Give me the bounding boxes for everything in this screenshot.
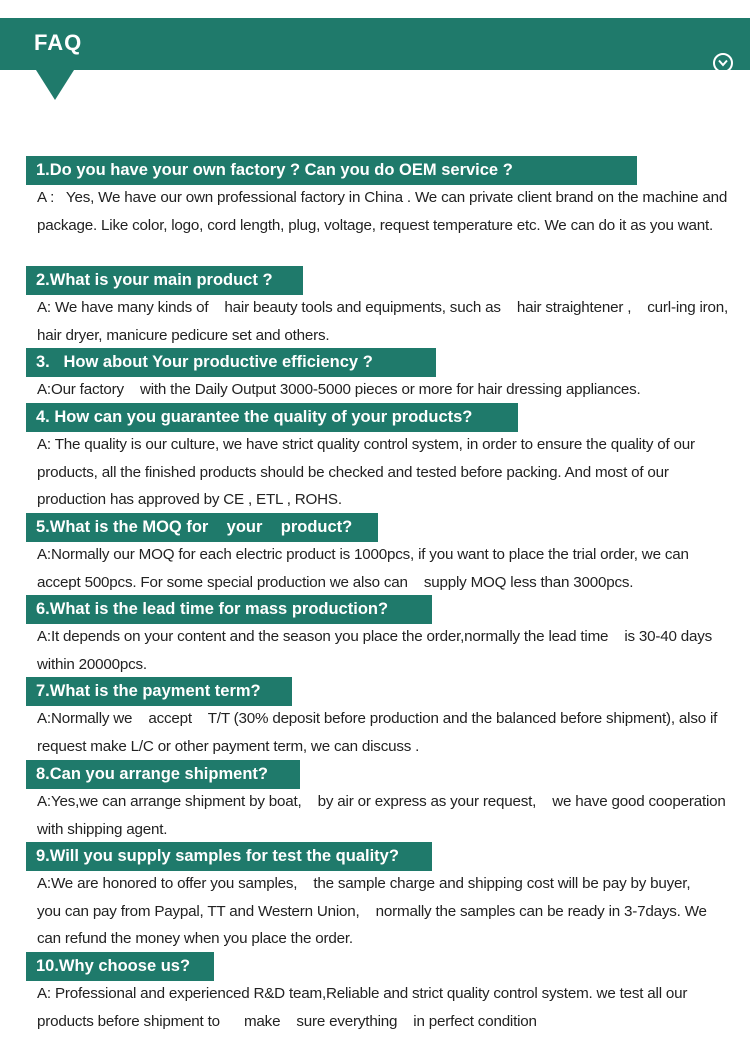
faq-answer-3: A:Our factory with the Daily Output 3000-5000 pieces or more for hair dressing appliances. bbox=[37, 381, 641, 398]
faq-answer-10: A: Professional and experienced R&D team,Reliable and strict quality control system. we test all our products before shipment to make sure everything in perfect condition bbox=[37, 985, 692, 1030]
chevron-down-glyph bbox=[718, 59, 728, 67]
faq-answer-2: A: We have many kinds of hair beauty tools and equipments, such as hair straightener , curl-ing iron, hair dryer, manicure pedicure set and others. bbox=[37, 299, 745, 344]
faq-answer-7: A:Normally we accept T/T (30% deposit before production and the balanced before shipment), also if request make L/C or other payment term, we can discuss . bbox=[37, 710, 722, 755]
faq-question-4: 4. How can you guarantee the quality of your products? bbox=[26, 403, 518, 432]
faq-question-2: 2.What is your main product ? bbox=[26, 266, 303, 295]
faq-banner bbox=[0, 18, 750, 70]
faq-question-6: 6.What is the lead time for mass production? bbox=[26, 595, 432, 624]
faq-answer-8: A:Yes,we can arrange shipment by boat, by air or express as your request, we have good cooperation with shipping agent. bbox=[37, 793, 730, 838]
faq-answer-5: A:Normally our MOQ for each electric product is 1000pcs, if you want to place the trial order, we can accept 500pcs. For some special production we also can supply MOQ less than 3000pcs. bbox=[37, 546, 693, 591]
faq-answer-4: A: The quality is our culture, we have strict quality control system, in order to ensure the quality of our products, all the finished products should be checked and tested before packing. And most of our production has approved by CE , ETL , ROHS. bbox=[37, 436, 699, 508]
faq-question-10: 10.Why choose us? bbox=[26, 952, 214, 981]
faq-answer-6: A:It depends on your content and the season you place the order,normally the lead time is 30-40 days within 20000pcs. bbox=[37, 628, 729, 673]
faq-answer-9: A:We are honored to offer you samples, the sample charge and shipping cost will be pay by buyer, you can pay from Paypal, TT and Western Union, normally the samples can be ready in 3-7days. We can refund the money when you place the order. bbox=[37, 875, 711, 947]
page-title: FAQ bbox=[34, 30, 83, 55]
faq-question-9: 9.Will you supply samples for test the quality? bbox=[26, 842, 432, 871]
chevron-down-circle-icon[interactable] bbox=[713, 53, 733, 73]
faq-question-8: 8.Can you arrange shipment? bbox=[26, 760, 300, 789]
faq-question-7: 7.What is the payment term? bbox=[26, 677, 292, 706]
banner-pointer bbox=[36, 70, 74, 100]
faq-question-5: 5.What is the MOQ for your product? bbox=[26, 513, 378, 542]
faq-answer-1: A : Yes, We have our own professional factory in China . We can private client brand on the machine and package. Like color, logo, cord length, plug, voltage, request temperature etc. We can do it as you want. bbox=[37, 189, 732, 234]
faq-question-1: 1.Do you have your own factory ? Can you do OEM service ? bbox=[26, 156, 637, 185]
faq-question-3: 3. How about Your productive efficiency ? bbox=[26, 348, 436, 377]
